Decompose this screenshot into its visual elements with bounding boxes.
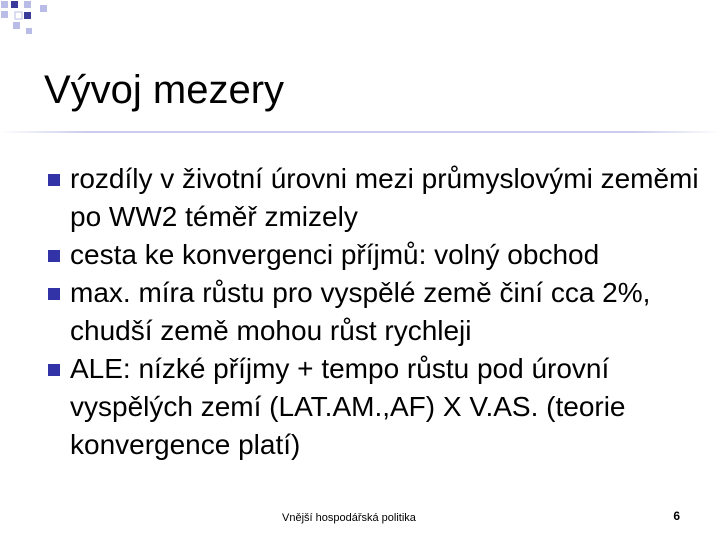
bullet-square-icon <box>48 288 60 300</box>
bullet-item <box>48 274 708 350</box>
bullet-text: cesta ke konvergenci příjmů: volný obchod <box>70 239 600 270</box>
slide-title: Vývoj mezery <box>44 68 285 112</box>
bullet-item <box>48 350 708 464</box>
bullet-square-icon <box>48 250 60 262</box>
bullet-list <box>48 160 708 464</box>
page-number: 6 <box>673 509 680 523</box>
corner-squares-decoration <box>0 0 60 40</box>
bullet-square-icon <box>48 174 60 186</box>
bullet-square-icon <box>48 364 60 376</box>
bullet-item <box>48 236 708 274</box>
bullet-text: ALE: nízké příjmy + tempo růstu pod úrovní vyspělých zemí (LAT.AM.,AF) X V.AS. (teorie konvergence platí) <box>70 353 626 460</box>
bullet-text: max. míra růstu pro vyspělé země činí cca 2%, chudší země mohou růst rychleji <box>70 277 651 346</box>
bullet-item <box>48 160 708 236</box>
slide-footer: Vnější hospodářská politika <box>282 512 416 524</box>
bullet-text: rozdíly v životní úrovni mezi průmyslovými zeměmi po WW2 téměř zmizely <box>70 163 699 232</box>
title-divider <box>0 131 720 133</box>
